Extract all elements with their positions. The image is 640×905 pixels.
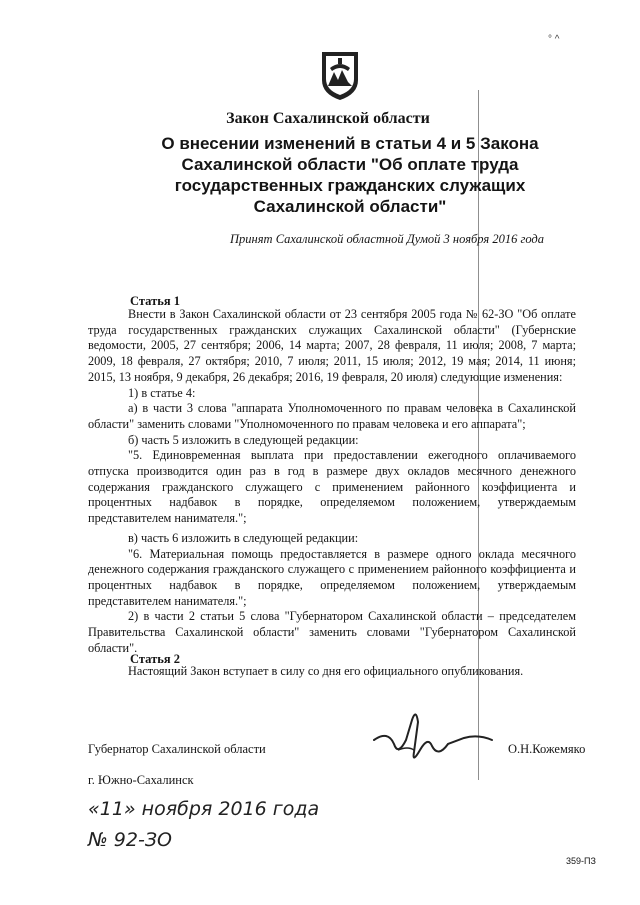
paragraph: Внести в Закон Сахалинской области от 23 сентября 2005 года № 62-ЗО "Об оплате труда государственных гражданских служащих Сахалинской области" (Губернские ведомости, 2005, 27 сентября; 2006, 14 марта; 2007, 28 февраля, 11 июля; 2008, 7 марта; 2009, 18 февраля, 27 октября; 2010, 7 июля; 2011, 15 июля; 2012, 19 мая; 2014, 11 июня; 2015, 13 ноября, 9 декабря, 26 декабря; 2016, 19 февраля, 20 июля) следующие изменения: [88, 307, 576, 384]
article-2-title: Статья 2 [130, 652, 180, 666]
paragraph: 1) в статье 4: [128, 385, 196, 400]
article-1-body [88, 307, 576, 656]
signature-icon [368, 700, 498, 772]
article-2-body [88, 664, 576, 680]
paragraph: 2) в части 2 статьи 5 слова "Губернатором Сахалинской области – председателем Правительства Сахалинской области" заменить словами "Губернатором Сахалинской области". [88, 609, 576, 655]
paragraph: Настоящий Закон вступает в силу со дня его официального опубликования. [128, 664, 524, 678]
paragraph: а) в части 3 слова "аппарата Уполномоченного по правам человека в Сахалинской области" заменить словами "Уполномоченного по правам человека и его аппарата"; [88, 401, 576, 431]
governor-title: Губернатор Сахалинской области [88, 742, 266, 756]
law-number-text: № 92-ЗО [88, 829, 172, 851]
governor-name: О.Н.Кожемяко [508, 742, 586, 756]
paragraph: в) часть 6 изложить в следующей редакции: [128, 530, 359, 545]
adoption-note: Принят Сахалинской областной Думой 3 ноября 2016 года [230, 232, 544, 246]
sakhalin-coat-of-arms-icon [318, 46, 362, 102]
heading-line: О внесении изменений в статьи 4 и 5 Закона [161, 134, 539, 153]
signing-date-text: «11» ноября 2016 года [88, 798, 320, 820]
law-number [88, 829, 228, 855]
heading-line: Сахалинской области" [253, 197, 447, 216]
article-1-title: Статья 1 [130, 294, 180, 308]
paragraph: б) часть 5 изложить в следующей редакции: [128, 432, 359, 447]
paragraph: "6. Материальная помощь предоставляется в размере одного оклада месячного денежного содержания гражданского служащего с применением районного коэффициента и процентных надбавок в порядке, определяемом положением, утверждаемым представителем нанимателя."; [88, 546, 576, 608]
signing-date [88, 798, 328, 824]
heading-line: государственных гражданских служащих [174, 176, 526, 195]
corner-mark: ° ^ [548, 34, 560, 45]
law-title: Закон Сахалинской области [226, 110, 430, 127]
heading-line: Сахалинской области "Об оплате труда [181, 155, 519, 174]
city: г. Южно-Сахалинск [88, 773, 194, 787]
footer-code: 359-ПЗ [566, 856, 596, 866]
paragraph: "5. Единовременная выплата при предоставлении ежегодного оплачиваемого отпуска производится один раз в год в размере двух окладов месячного денежного содержания гражданского служащего с применением районного коэффициента и процентных надбавок в порядке, определяемом положением, утверждаемым представителем нанимателя."; [88, 448, 576, 526]
